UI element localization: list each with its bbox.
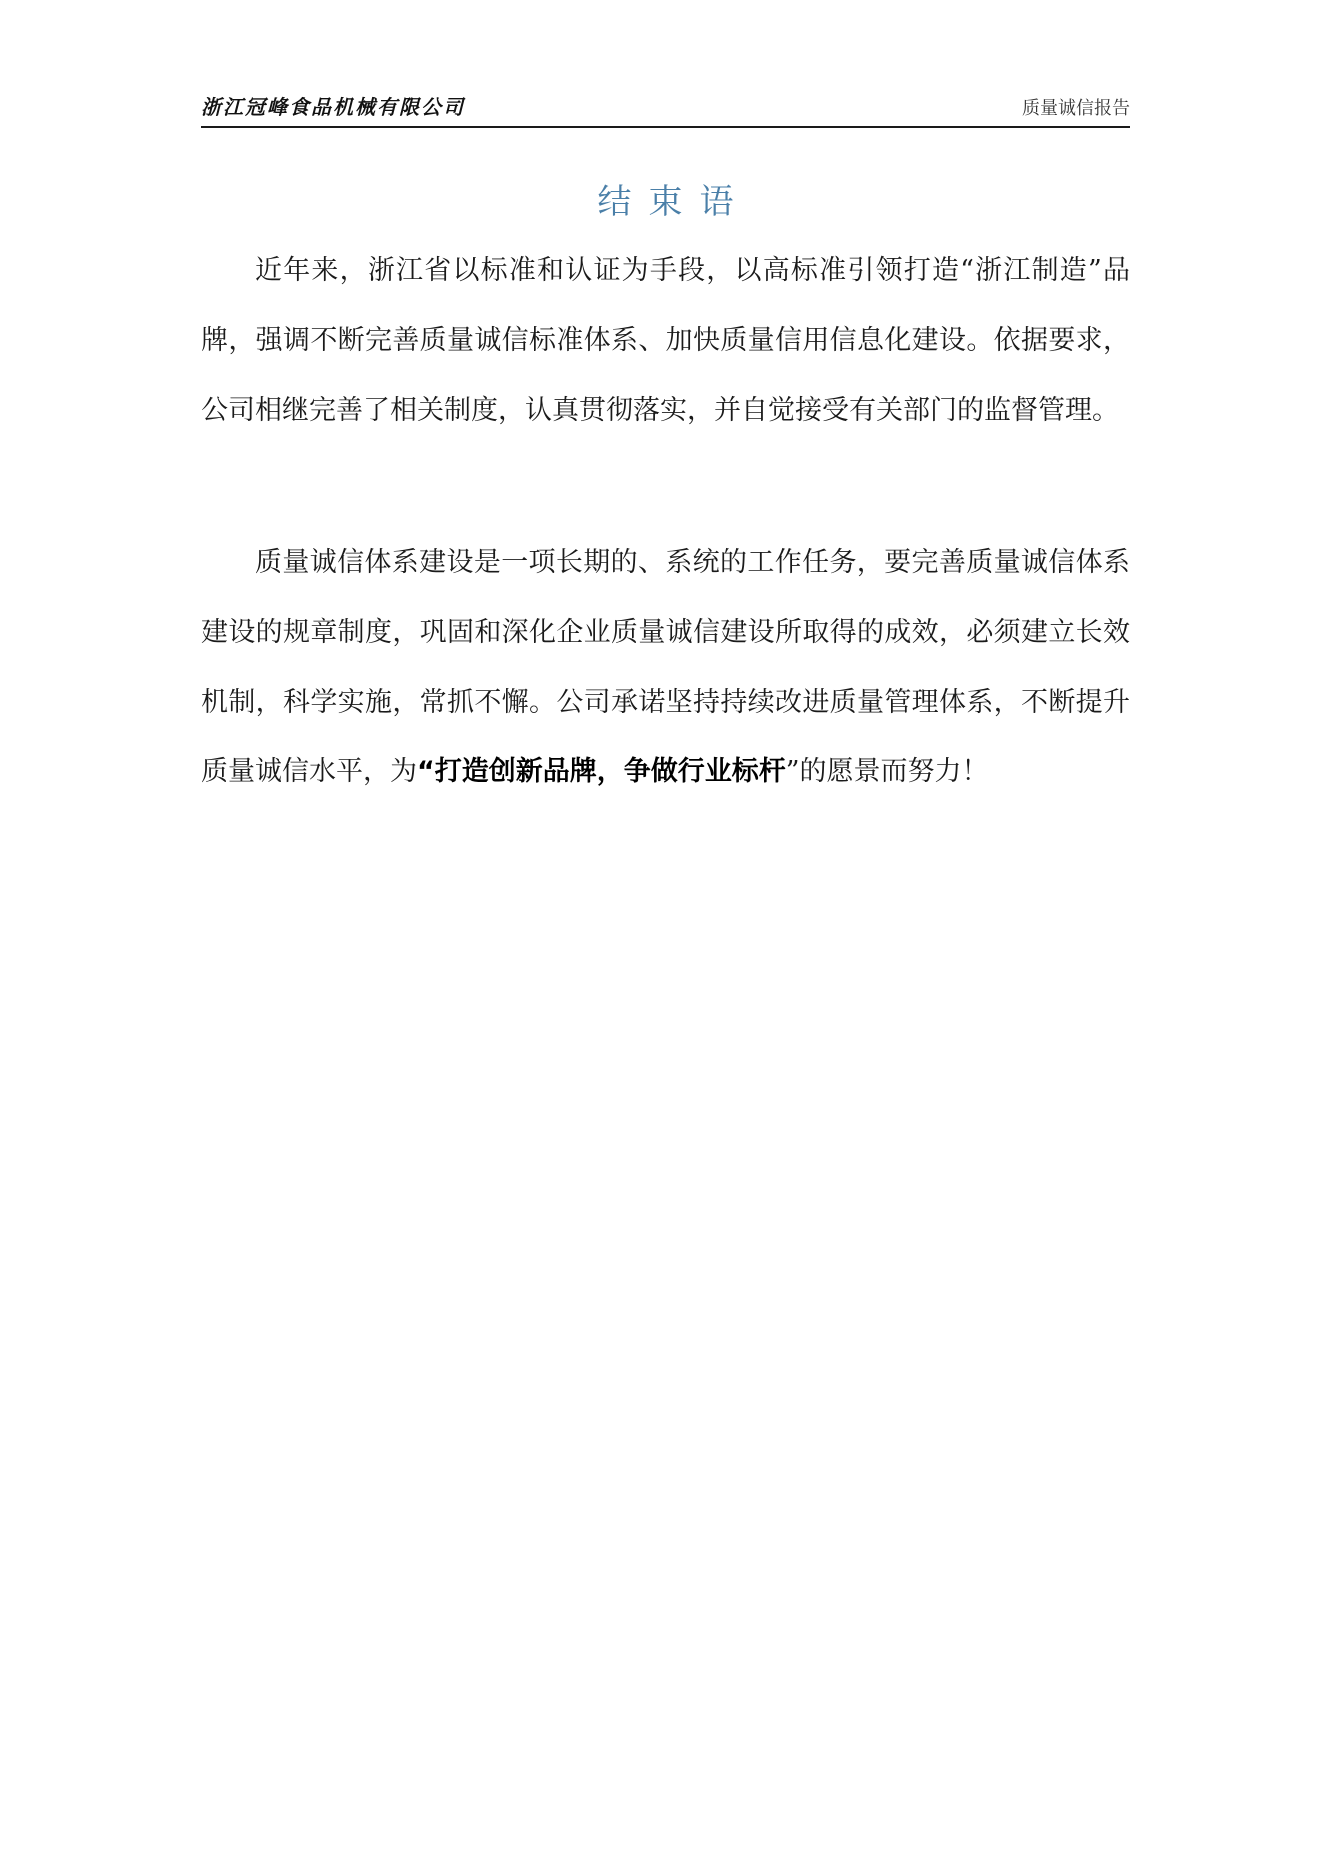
paragraph-2-text-after: ”的愿景而努力！ — [785, 756, 989, 788]
paragraph-1: 近年来，浙江省以标准和认证为手段，以高标准引领打造“浙江制造”品牌，强调不断完善质量诚信标准体系、加快质量信用信息化建设。依据要求，公司相继完善了相关制度，认真贯彻落实，并自觉接受有关部门的监督管理。 — [201, 255, 1130, 426]
paragraph-2-emphasis: “打造创新品牌，争做行业标杆 — [417, 756, 786, 788]
paragraph-2 — [201, 528, 1130, 807]
document-title: 结束语 — [597, 182, 751, 222]
report-label: 质量诚信报告 — [1022, 98, 1130, 119]
paragraph-2-text-before: 质量诚信体系建设是一项长期的、系统的工作任务，要完善质量诚信体系建设的规章制度，巩固和深化企业质量诚信建设所取得的成效，必须建立长效机制，科学实施，常抓不懈。公司承诺坚持持续改进质量管理体系，不断提升质量诚信水平，为 — [201, 547, 1130, 788]
company-name: 浙江冠峰食品机械有限公司 — [201, 95, 465, 119]
page-header — [201, 88, 1130, 128]
